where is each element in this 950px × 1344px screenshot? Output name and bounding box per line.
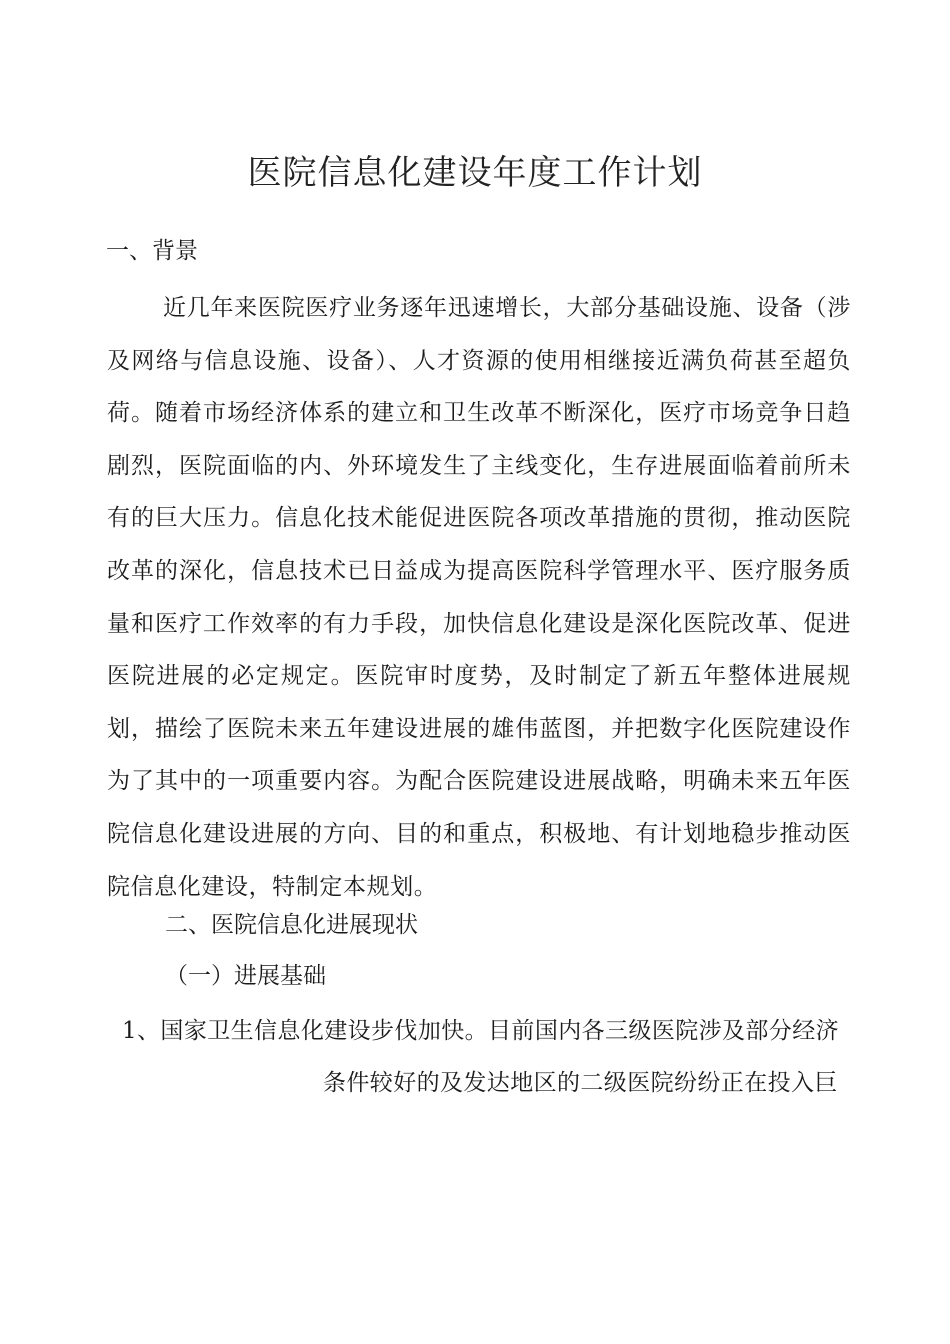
subsection-heading-foundation: （一）进展基础 — [165, 963, 326, 989]
section-heading-background: 一、背景 — [106, 238, 198, 264]
document-title: 医院信息化建设年度工作计划 — [247, 152, 703, 193]
list-item-1-line-1: 1、国家卫生信息化建设步伐加快。目前国内各三级医院涉及部分经济 — [122, 1018, 840, 1044]
list-item-1-line-2: 条件较好的及发达地区的二级医院纷纷正在投入巨 — [323, 1070, 838, 1096]
section-heading-status: 二、医院信息化进展现状 — [165, 912, 418, 938]
background-paragraph: 近几年来医院医疗业务逐年迅速增长，大部分基础设施、设备（涉及网络与信息设施、设备）、人才资源的使用相继接近满负荷甚至超负荷。随着市场经济体系的建立和卫生改革不断深化，医疗市场竞争日趋剧烈，医院面临的内、外环境发生了主线变化，生存进展面临着前所未有的巨大压力。信息化技术能促进医院各项改革措施的贯彻，推动医院改革的深化，信息技术已日益成为提高医院科学管理水平、医疗服务质量和医疗工作效率的有力手段，加快信息化建设是深化医院改革、促进医院进展的必定规定。医院审时度势，及时制定了新五年整体进展规划，描绘了医院未来五年建设进展的雄伟蓝图，并把数字化医院建设作为了其中的一项重要内容。为配合医院建设进展战略，明确未来五年医院信息化建设进展的方向、目的和重点，积极地、有计划地稳步推动医院信息化建设，特制定本规划。 — [107, 295, 851, 900]
